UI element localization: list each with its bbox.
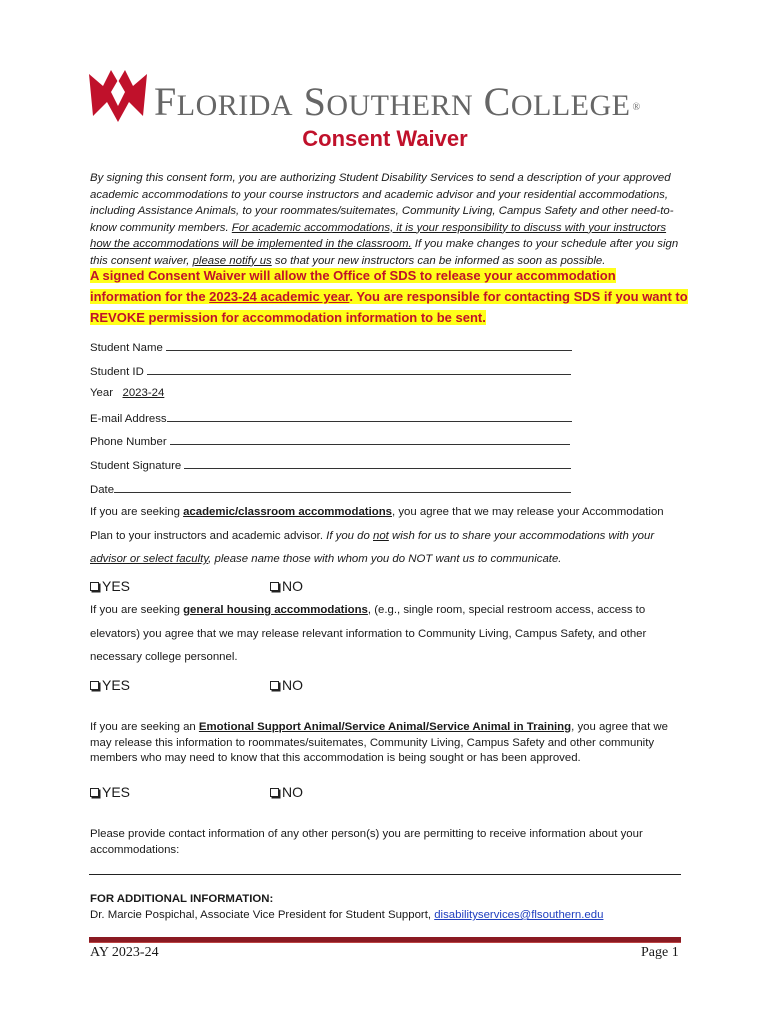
footer-academic-year: AY 2023-24 [90,945,159,960]
page-title: Consent Waiver [302,126,468,151]
checkbox-icon [90,788,99,797]
college-name: FLORIDA SOUTHERN COLLEGE ® [154,79,641,124]
checkbox-icon [270,681,279,690]
footer-page-number: Page 1 [641,945,679,960]
academic-yes-checkbox[interactable]: YES [90,578,130,594]
phone-field[interactable]: Phone Number [90,434,570,448]
checkbox-icon [270,582,279,591]
college-logo-icon [89,66,147,122]
animal-no-checkbox[interactable]: NO [270,784,303,800]
academic-paragraph: If you are seeking academic/classroom accommodations, you agree that we may release your Accommodation Plan to your instructors and academic advisor. If you do not wish for us to share your accommodations with your advisor or select faculty, please name those with whom you do NOT want us to communicate. [90,506,664,565]
email-link[interactable]: disabilityservices@flsouthern.edu [434,909,604,921]
email-field[interactable]: E-mail Address [90,411,572,425]
contact-prompt: Please provide contact information of any other person(s) you are permitting to receive information about your accommodations: [90,828,643,856]
student-id-field[interactable]: Student ID [90,364,571,378]
highlight-notice: A signed Consent Waiver will allow the Office of SDS to release your accommodation information for the 2023-24 academic year. You are responsible for contacting SDS if you want to REVOKE permission for accommodation information to be sent. [90,268,688,325]
intro-paragraph: By signing this consent form, you are authorizing Student Disability Services to send a description of your approved academic accommodations to your course instructors and academic advisor and your residential accommodations, including Assistance Animals, to your roommates/suitemates, Community Living, Campus Safety and other need-to-know community members. For academic accommodations, it is your responsibility to discuss with your instructors how the accommodations will be implemented in the classroom. If you make changes to your schedule after you sign this consent waiver, please notify us so that your new instructors can be informed as soon as possible. [90,172,679,267]
animal-yes-checkbox[interactable]: YES [90,784,130,800]
additional-info-contact: Dr. Marcie Pospichal, Associate Vice President for Student Support, disabilityservices@flsouthern.edu [90,909,604,921]
housing-yes-checkbox[interactable]: YES [90,677,130,693]
student-name-field[interactable]: Student Name [90,340,572,354]
checkbox-icon [90,582,99,591]
additional-info-heading: FOR ADDITIONAL INFORMATION: [90,893,274,905]
housing-no-checkbox[interactable]: NO [270,677,303,693]
checkbox-icon [90,681,99,690]
animal-paragraph: If you are seeking an Emotional Support Animal/Service Animal/Service Animal in Training, you agree that we may release this information to roommates/suitemates, Community Living, Campus Safety and other community members who may need to know that this accommodation is being sought or has been approved. [90,721,668,764]
housing-paragraph: If you are seeking general housing accommodations, (e.g., single room, special restroom access, access to elevators) you agree that we may release relevant information to Community Living, Campus Safety, and other necessary college personnel. [90,604,647,663]
year-field: Year 2023-24 [90,387,165,399]
signature-field[interactable]: Student Signature [90,458,571,472]
footer-divider [89,937,681,943]
date-field[interactable]: Date [90,482,571,496]
checkbox-icon [270,788,279,797]
divider [89,874,681,875]
academic-no-checkbox[interactable]: NO [270,578,303,594]
